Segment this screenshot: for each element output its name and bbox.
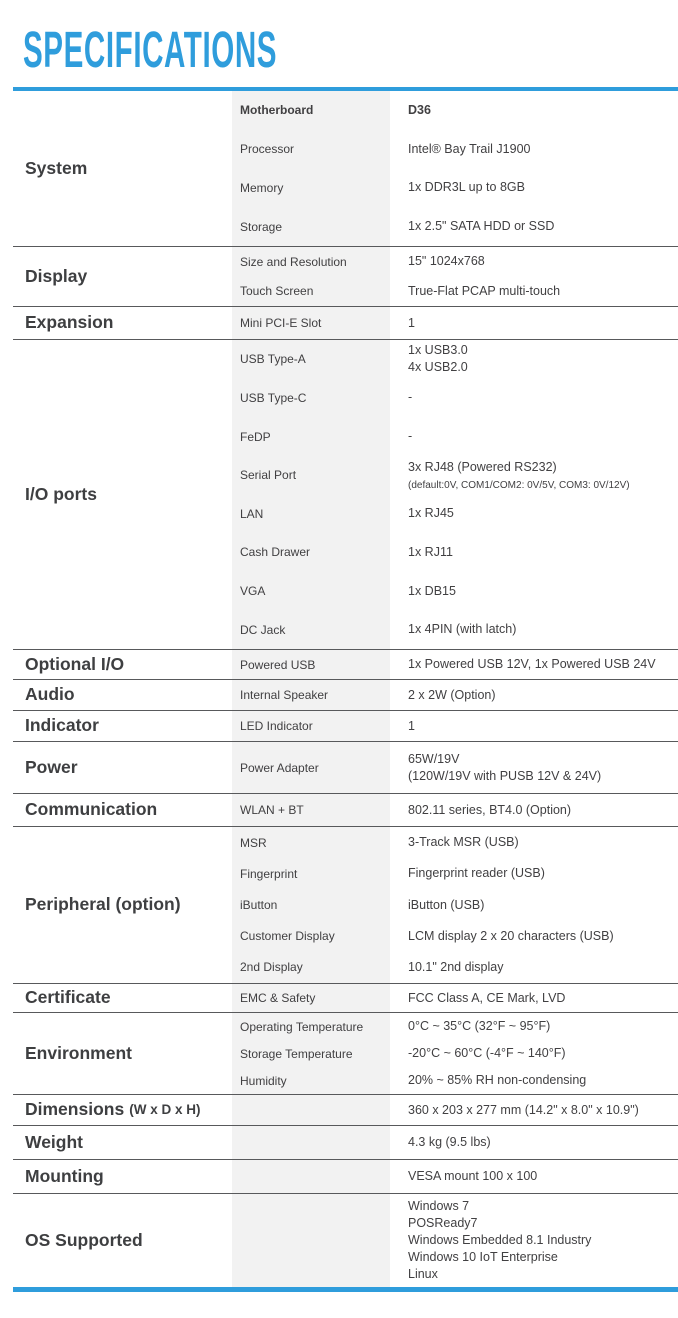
spec-row	[232, 680, 678, 710]
spec-value-line: Fingerprint reader (USB)	[408, 866, 545, 881]
section-title-text: Power	[25, 756, 78, 777]
spec-value-line: Intel® Bay Trail J1900	[408, 141, 531, 156]
spec-label: iButton	[232, 889, 390, 920]
spec-section-environment	[13, 1012, 678, 1094]
section-title	[13, 247, 232, 306]
spec-value	[390, 417, 678, 456]
spec-value	[390, 572, 678, 611]
spec-section-display	[13, 246, 678, 306]
section-title	[13, 827, 232, 983]
spec-value-line: iButton (USB)	[408, 897, 485, 912]
spec-label: WLAN + BT	[232, 794, 390, 826]
section-title	[13, 307, 232, 339]
spec-label: Cash Drawer	[232, 533, 390, 572]
spec-value	[390, 247, 678, 277]
spec-section-indicator	[13, 710, 678, 741]
spec-value-line: Windows 10 IoT Enterprise	[408, 1250, 558, 1264]
spec-value-line: Linux	[408, 1267, 438, 1281]
section-title-suffix: (W x D x H)	[129, 1101, 201, 1117]
spec-value	[390, 1067, 678, 1094]
spec-row	[232, 247, 678, 277]
spec-row	[232, 307, 678, 339]
spec-label: MSR	[232, 827, 390, 858]
spec-section-os-supported	[13, 1193, 678, 1287]
spec-label	[232, 1194, 390, 1287]
spec-value-line: 1x RJ11	[408, 544, 453, 559]
spec-value-line: 1x USB3.0	[408, 343, 468, 358]
spec-value	[390, 379, 678, 418]
spec-label: DC Jack	[232, 610, 390, 649]
spec-section-system	[13, 91, 678, 246]
spec-value-line: -	[408, 390, 413, 405]
spec-value	[390, 650, 678, 679]
section-rows	[232, 91, 678, 246]
spec-value	[390, 1095, 678, 1125]
spec-section-mounting	[13, 1159, 678, 1193]
spec-label: Touch Screen	[232, 277, 390, 307]
spec-value-line: 1x 4PIN (with latch)	[408, 622, 517, 637]
spec-row	[232, 984, 678, 1012]
spec-value	[390, 680, 678, 710]
spec-value-line: Windows 7	[408, 1199, 470, 1213]
spec-value	[390, 742, 678, 793]
section-title	[13, 680, 232, 710]
spec-label: Customer Display	[232, 921, 390, 952]
spec-label: FeDP	[232, 417, 390, 456]
spec-value-line: -20°C ~ 60°C (-4°F ~ 140°F)	[408, 1046, 566, 1060]
spec-value	[390, 827, 678, 858]
section-rows	[232, 1095, 678, 1125]
spec-label	[232, 1095, 390, 1125]
spec-value-note: (default:0V, COM1/COM2: 0V/5V, COM3: 0V/12V)	[408, 479, 630, 491]
spec-label: Mini PCI-E Slot	[232, 307, 390, 339]
spec-label: Storage Temperature	[232, 1040, 390, 1067]
spec-section-certificate	[13, 983, 678, 1012]
section-rows	[232, 680, 678, 710]
spec-value	[390, 952, 678, 983]
spec-value	[390, 307, 678, 339]
spec-label: Operating Temperature	[232, 1013, 390, 1040]
section-title-text: Dimensions	[25, 1099, 125, 1120]
spec-section-i-o-ports	[13, 339, 678, 649]
spec-value	[390, 858, 678, 889]
spec-section-optional-i-o	[13, 649, 678, 679]
spec-row	[232, 794, 678, 826]
spec-value-line: 1	[408, 315, 415, 330]
spec-section-peripheral-option	[13, 826, 678, 983]
section-rows	[232, 1013, 678, 1094]
spec-value	[390, 794, 678, 826]
section-rows	[232, 984, 678, 1012]
spec-row	[232, 952, 678, 983]
spec-value-line: 1x DDR3L up to 8GB	[408, 180, 525, 195]
spec-row	[232, 91, 678, 130]
spec-value	[390, 1160, 678, 1193]
spec-row	[232, 379, 678, 418]
spec-value	[390, 169, 678, 208]
spec-value-line: POSReady7	[408, 1216, 478, 1230]
spec-row	[232, 711, 678, 741]
spec-label: Processor	[232, 130, 390, 169]
spec-value	[390, 1013, 678, 1040]
spec-value	[390, 456, 678, 495]
section-title-text: Audio	[25, 684, 75, 705]
spec-value	[390, 533, 678, 572]
spec-value-line: FCC Class A, CE Mark, LVD	[408, 990, 566, 1005]
section-title-text: Optional I/O	[25, 653, 125, 674]
spec-row	[232, 130, 678, 169]
spec-label: VGA	[232, 572, 390, 611]
spec-value-line: 3x RJ48 (Powered RS232)	[408, 459, 557, 474]
spec-row	[232, 650, 678, 679]
spec-value-line: 1x DB15	[408, 583, 456, 598]
section-title	[13, 1194, 232, 1287]
spec-value	[390, 207, 678, 246]
spec-label: Memory	[232, 169, 390, 208]
page-title: SPECIFICATIONS	[23, 21, 278, 78]
spec-value-line: -	[408, 429, 413, 444]
spec-value-line: D36	[408, 102, 431, 117]
section-title	[13, 742, 232, 793]
section-rows	[232, 340, 678, 649]
section-title	[13, 984, 232, 1012]
spec-label	[232, 1126, 390, 1159]
spec-section-communication	[13, 793, 678, 826]
spec-section-expansion	[13, 306, 678, 339]
spec-label: Powered USB	[232, 650, 390, 679]
spec-row	[232, 827, 678, 858]
spec-value-line: 1x Powered USB 12V, 1x Powered USB 24V	[408, 657, 656, 671]
section-title	[13, 794, 232, 826]
section-title-text: Expansion	[25, 312, 114, 333]
spec-value-line: 0°C ~ 35°C (32°F ~ 95°F)	[408, 1019, 551, 1033]
spec-label: 2nd Display	[232, 952, 390, 983]
spec-value-line: 3-Track MSR (USB)	[408, 835, 519, 850]
spec-value	[390, 610, 678, 649]
section-rows	[232, 1126, 678, 1159]
section-rows	[232, 650, 678, 679]
spec-label: Humidity	[232, 1067, 390, 1094]
spec-label: Storage	[232, 207, 390, 246]
spec-value-line: 4.3 kg (9.5 lbs)	[408, 1135, 491, 1149]
section-rows	[232, 247, 678, 306]
section-title	[13, 340, 232, 649]
section-title	[13, 711, 232, 741]
spec-value-line: 10.1" 2nd display	[408, 959, 504, 974]
spec-row	[232, 1040, 678, 1067]
spec-value-line: Windows Embedded 8.1 Industry	[408, 1233, 592, 1247]
spec-row	[232, 1160, 678, 1193]
section-title	[13, 1160, 232, 1193]
section-title-text: OS Supported	[25, 1229, 143, 1250]
spec-section-weight	[13, 1125, 678, 1159]
section-rows	[232, 827, 678, 983]
spec-label: LED Indicator	[232, 711, 390, 741]
spec-label: USB Type-A	[232, 340, 390, 379]
section-title	[13, 650, 232, 679]
spec-sheet	[0, 21, 678, 1292]
spec-value-line: 802.11 series, BT4.0 (Option)	[408, 802, 572, 817]
section-rows	[232, 794, 678, 826]
spec-row	[232, 742, 678, 793]
spec-row	[232, 340, 678, 379]
spec-row	[232, 1067, 678, 1094]
section-title-text: Environment	[25, 1042, 132, 1063]
spec-value-line: LCM display 2 x 20 characters (USB)	[408, 928, 614, 943]
section-title	[13, 1126, 232, 1159]
spec-label: Internal Speaker	[232, 680, 390, 710]
spec-row	[232, 495, 678, 534]
spec-value-line: 2 x 2W (Option)	[408, 687, 496, 702]
spec-row	[232, 858, 678, 889]
spec-section-power	[13, 741, 678, 793]
spec-value	[390, 921, 678, 952]
spec-value-line: 1x 2.5" SATA HDD or SSD	[408, 219, 555, 234]
spec-row	[232, 889, 678, 920]
spec-row	[232, 277, 678, 307]
spec-section-dimensions	[13, 1094, 678, 1125]
section-title-text: I/O ports	[25, 483, 97, 504]
spec-row	[232, 417, 678, 456]
bottom-divider	[13, 1287, 678, 1292]
spec-value	[390, 340, 678, 379]
spec-value	[390, 1126, 678, 1159]
spec-row	[232, 572, 678, 611]
spec-value	[390, 1194, 678, 1287]
section-title-text: Display	[25, 265, 88, 286]
spec-row	[232, 533, 678, 572]
section-rows	[232, 1194, 678, 1287]
spec-value	[390, 984, 678, 1012]
section-title	[13, 1095, 232, 1125]
spec-label: Motherboard	[232, 91, 390, 130]
section-title-text: Communication	[25, 799, 158, 820]
spec-value	[390, 711, 678, 741]
section-title-text: Certificate	[25, 987, 111, 1008]
spec-label: Size and Resolution	[232, 247, 390, 277]
spec-value-line: 1x RJ45	[408, 506, 454, 521]
spec-value-line: 360 x 203 x 277 mm (14.2" x 8.0" x 10.9")	[408, 1102, 639, 1117]
section-title-text: Mounting	[25, 1165, 104, 1186]
spec-row	[232, 1095, 678, 1125]
spec-row	[232, 1194, 678, 1287]
section-title-text: System	[25, 157, 88, 178]
section-title-text: Weight	[25, 1131, 84, 1152]
section-rows	[232, 1160, 678, 1193]
spec-value-line: 4x USB2.0	[408, 360, 468, 375]
spec-label: Fingerprint	[232, 858, 390, 889]
section-title-text: Peripheral (option)	[25, 894, 181, 915]
spec-value-line: 15" 1024x768	[408, 254, 485, 269]
section-title-text: Indicator	[25, 715, 99, 736]
spec-section-audio	[13, 679, 678, 710]
spec-label: USB Type-C	[232, 379, 390, 418]
section-title	[13, 91, 232, 246]
section-rows	[232, 307, 678, 339]
spec-value	[390, 277, 678, 307]
section-rows	[232, 742, 678, 793]
spec-table	[13, 91, 678, 1287]
spec-row	[232, 1013, 678, 1040]
section-rows	[232, 711, 678, 741]
spec-row	[232, 207, 678, 246]
spec-value-line: 1	[408, 718, 415, 733]
spec-value-line: 65W/19V	[408, 751, 460, 766]
spec-label	[232, 1160, 390, 1193]
spec-value	[390, 91, 678, 130]
spec-row	[232, 921, 678, 952]
spec-label: Serial Port	[232, 456, 390, 495]
spec-value-line: 20% ~ 85% RH non-condensing	[408, 1073, 587, 1087]
spec-value	[390, 1040, 678, 1067]
spec-row	[232, 456, 678, 495]
spec-label: Power Adapter	[232, 742, 390, 793]
section-title	[13, 1013, 232, 1094]
spec-label: LAN	[232, 495, 390, 534]
spec-row	[232, 1126, 678, 1159]
spec-value-line: True-Flat PCAP multi-touch	[408, 283, 561, 298]
spec-row	[232, 169, 678, 208]
spec-row	[232, 610, 678, 649]
spec-value	[390, 495, 678, 534]
spec-value-line: VESA mount 100 x 100	[408, 1169, 538, 1183]
spec-value-line: (120W/19V with PUSB 12V & 24V)	[408, 768, 602, 783]
spec-value	[390, 130, 678, 169]
spec-label: EMC & Safety	[232, 984, 390, 1012]
spec-value	[390, 889, 678, 920]
